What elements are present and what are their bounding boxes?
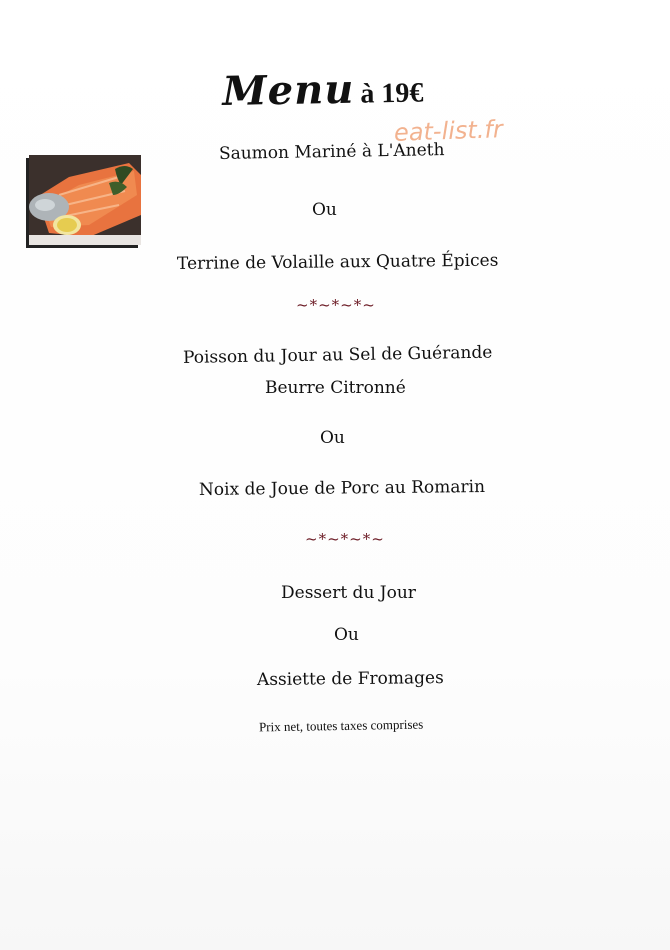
starter-item-salmon: Saumon Mariné à L'Aneth [218,140,445,164]
course-separator-2: ~*~*~*~ [305,530,385,548]
dessert-item-cheese: Assiette de Fromages [256,668,444,690]
main-item-pork: Noix de Joue de Porc au Romarin [198,477,486,500]
watermark: eat-list.fr [393,115,504,147]
or-divider-1: Ou [312,200,337,220]
salmon-illustration [29,155,141,245]
main-item-fish: Poisson du Jour au Sel de Guérande [182,342,493,368]
menu-price: à 19€ [360,77,424,110]
dessert-item-day: Dessert du Jour [281,583,416,603]
or-divider-3: Ou [334,625,359,645]
salmon-photo-icon [29,155,141,245]
course-separator-1: ~*~*~*~ [296,296,376,314]
price-footer: Prix net, toutes taxes comprises [258,716,424,735]
menu-title-text: Menu [222,65,355,115]
menu-title [222,64,424,114]
starter-item-terrine: Terrine de Volaille aux Quatre Épices [176,250,499,274]
main-item-fish-sauce: Beurre Citronné [265,378,406,398]
or-divider-2: Ou [320,428,345,448]
